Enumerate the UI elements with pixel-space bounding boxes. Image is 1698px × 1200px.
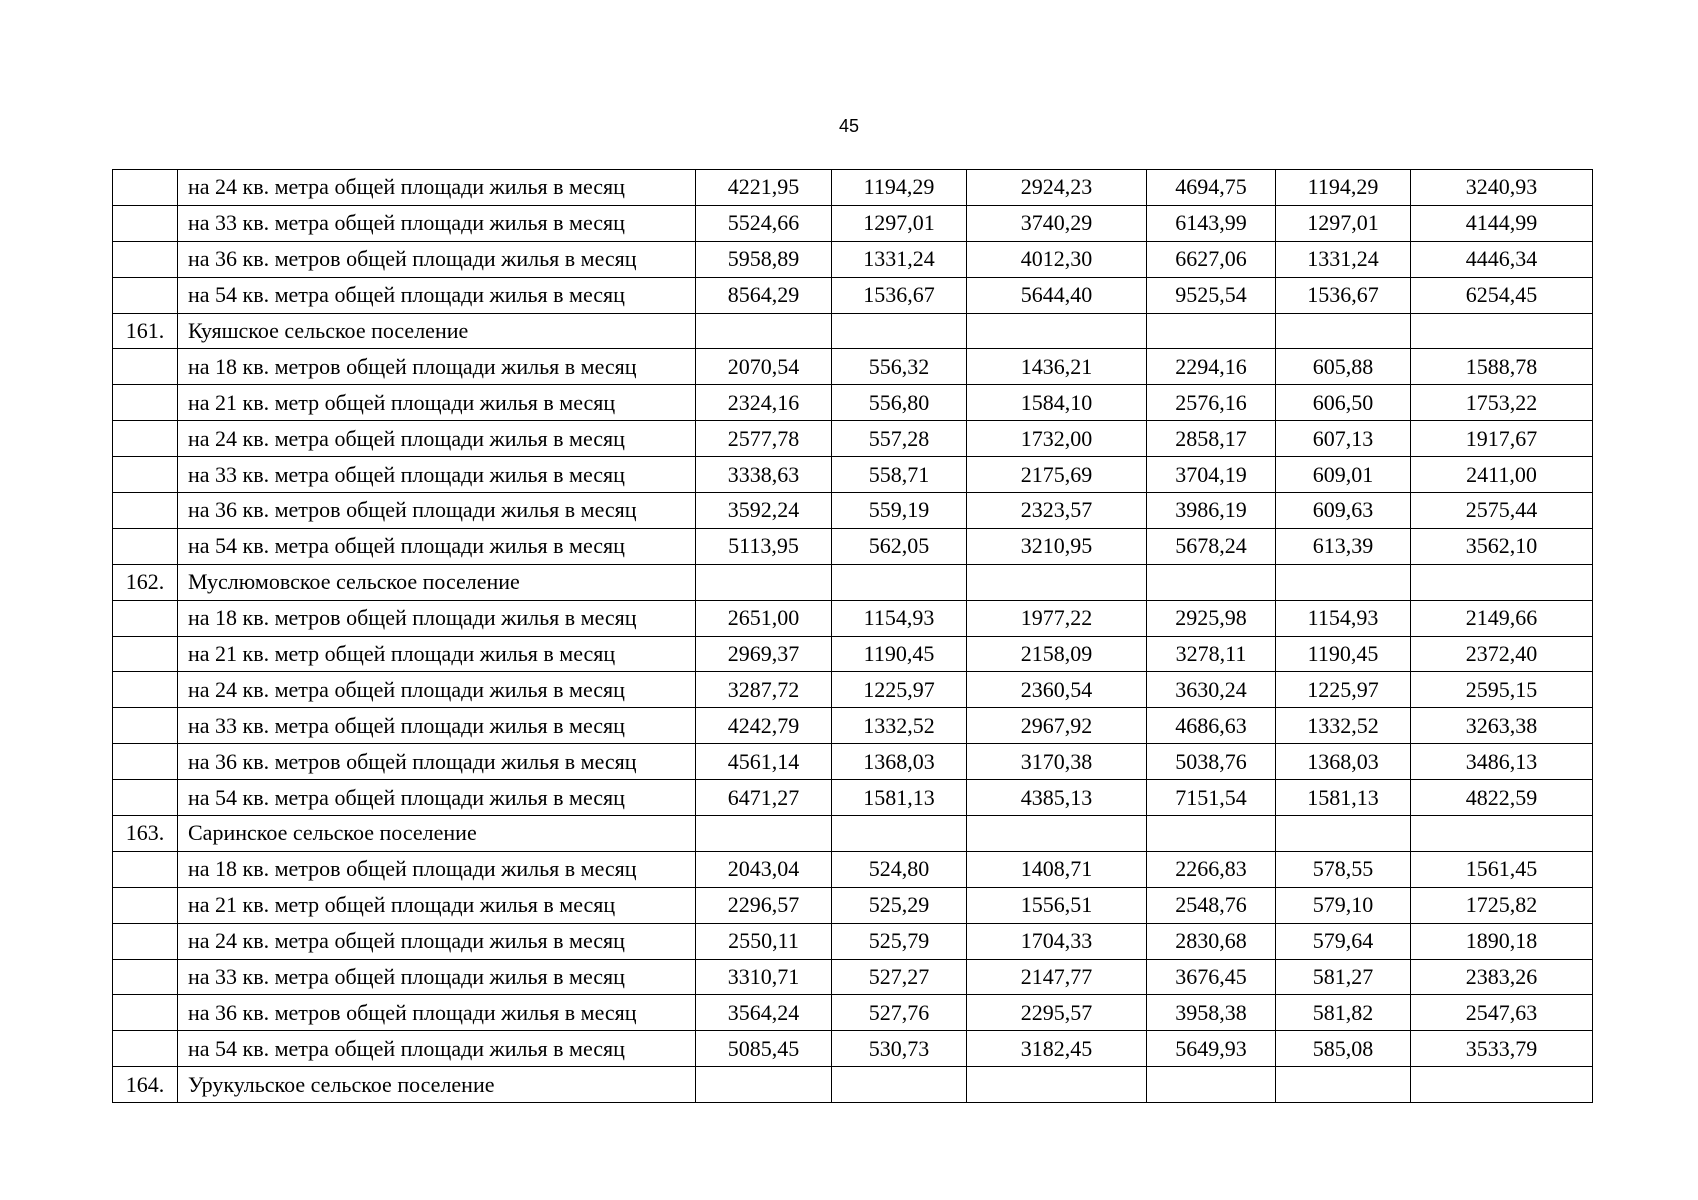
value-cell-col-4: 6143,99: [1147, 205, 1276, 241]
norm-description-cell: на 36 кв. метров общей площади жилья в месяц: [178, 493, 696, 529]
value-cell-col-3: 2967,92: [967, 708, 1147, 744]
value-cell-col-6: 3240,93: [1411, 170, 1593, 206]
value-cell-col-4: 9525,54: [1147, 277, 1276, 313]
value-cell-col-3: 5644,40: [967, 277, 1147, 313]
value-cell-col-4: 6627,06: [1147, 241, 1276, 277]
table-row: [113, 923, 1593, 959]
norm-description-cell: на 54 кв. метра общей площади жилья в месяц: [178, 1031, 696, 1067]
value-cell-col-4: [1147, 816, 1276, 852]
value-cell-col-2: [832, 1067, 967, 1103]
value-cell-col-1: 2043,04: [696, 851, 832, 887]
settlement-header-row: [113, 816, 1593, 852]
value-cell-col-2: 1225,97: [832, 672, 967, 708]
norm-description-cell: на 36 кв. метров общей площади жилья в месяц: [178, 744, 696, 780]
norm-description-cell: на 18 кв. метров общей площади жилья в месяц: [178, 349, 696, 385]
value-cell-col-5: 1190,45: [1276, 636, 1411, 672]
norm-description-cell: на 24 кв. метра общей площади жилья в месяц: [178, 170, 696, 206]
value-cell-col-6: 2383,26: [1411, 959, 1593, 995]
value-cell-col-1: [696, 313, 832, 349]
value-cell-col-5: 1331,24: [1276, 241, 1411, 277]
value-cell-col-2: 557,28: [832, 421, 967, 457]
value-cell-col-3: 2323,57: [967, 493, 1147, 529]
value-cell-col-1: 4561,14: [696, 744, 832, 780]
value-cell-col-1: 3310,71: [696, 959, 832, 995]
norm-description-cell: на 21 кв. метр общей площади жилья в месяц: [178, 636, 696, 672]
row-number-cell: [113, 241, 178, 277]
norm-description-cell: на 54 кв. метра общей площади жилья в месяц: [178, 277, 696, 313]
value-cell-col-1: 2577,78: [696, 421, 832, 457]
value-cell-col-2: 559,19: [832, 493, 967, 529]
value-cell-col-4: 4694,75: [1147, 170, 1276, 206]
value-cell-col-4: 7151,54: [1147, 780, 1276, 816]
value-cell-col-5: 1225,97: [1276, 672, 1411, 708]
value-cell-col-5: 585,08: [1276, 1031, 1411, 1067]
settlement-name-cell: Саринское сельское поселение: [178, 816, 696, 852]
value-cell-col-1: [696, 564, 832, 600]
row-number-cell: [113, 636, 178, 672]
row-number-cell: [113, 708, 178, 744]
norm-description-cell: на 21 кв. метр общей площади жилья в месяц: [178, 887, 696, 923]
value-cell-col-6: 2595,15: [1411, 672, 1593, 708]
value-cell-col-2: 562,05: [832, 528, 967, 564]
value-cell-col-3: [967, 313, 1147, 349]
value-cell-col-4: 4686,63: [1147, 708, 1276, 744]
value-cell-col-1: [696, 816, 832, 852]
row-number-cell: [113, 923, 178, 959]
settlement-header-row: [113, 564, 1593, 600]
value-cell-col-4: 3986,19: [1147, 493, 1276, 529]
value-cell-col-4: [1147, 1067, 1276, 1103]
settlement-name-cell: Муслюмовское сельское поселение: [178, 564, 696, 600]
row-number-cell: [113, 349, 178, 385]
table-row: [113, 887, 1593, 923]
value-cell-col-5: [1276, 313, 1411, 349]
value-cell-col-3: 3740,29: [967, 205, 1147, 241]
value-cell-col-1: 3592,24: [696, 493, 832, 529]
norm-description-cell: на 18 кв. метров общей площади жилья в месяц: [178, 600, 696, 636]
value-cell-col-5: 613,39: [1276, 528, 1411, 564]
value-cell-col-1: 2324,16: [696, 385, 832, 421]
table-row: [113, 959, 1593, 995]
table-row: [113, 780, 1593, 816]
value-cell-col-4: 3676,45: [1147, 959, 1276, 995]
value-cell-col-2: 1297,01: [832, 205, 967, 241]
value-cell-col-2: 525,79: [832, 923, 967, 959]
value-cell-col-1: 5524,66: [696, 205, 832, 241]
value-cell-col-3: 1977,22: [967, 600, 1147, 636]
value-cell-col-2: 524,80: [832, 851, 967, 887]
value-cell-col-4: 5038,76: [1147, 744, 1276, 780]
value-cell-col-1: 6471,27: [696, 780, 832, 816]
value-cell-col-2: 1536,67: [832, 277, 967, 313]
value-cell-col-5: 1297,01: [1276, 205, 1411, 241]
value-cell-col-5: 1581,13: [1276, 780, 1411, 816]
value-cell-col-6: [1411, 1067, 1593, 1103]
row-number-cell: [113, 385, 178, 421]
value-cell-col-3: 1704,33: [967, 923, 1147, 959]
value-cell-col-3: 3210,95: [967, 528, 1147, 564]
value-cell-col-5: 1194,29: [1276, 170, 1411, 206]
settlement-header-row: [113, 1067, 1593, 1103]
value-cell-col-1: 3287,72: [696, 672, 832, 708]
row-number-cell: [113, 170, 178, 206]
value-cell-col-6: 1561,45: [1411, 851, 1593, 887]
value-cell-col-3: 3170,38: [967, 744, 1147, 780]
value-cell-col-4: 5649,93: [1147, 1031, 1276, 1067]
row-number-cell: 164.: [113, 1067, 178, 1103]
value-cell-col-3: 1732,00: [967, 421, 1147, 457]
row-number-cell: 161.: [113, 313, 178, 349]
value-cell-col-3: 2360,54: [967, 672, 1147, 708]
value-cell-col-2: [832, 816, 967, 852]
value-cell-col-4: 2576,16: [1147, 385, 1276, 421]
value-cell-col-3: 2175,69: [967, 457, 1147, 493]
value-cell-col-3: 3182,45: [967, 1031, 1147, 1067]
value-cell-col-3: [967, 816, 1147, 852]
value-cell-col-6: 3562,10: [1411, 528, 1593, 564]
value-cell-col-4: 3278,11: [1147, 636, 1276, 672]
value-cell-col-3: 2924,23: [967, 170, 1147, 206]
value-cell-col-5: [1276, 816, 1411, 852]
norm-description-cell: на 24 кв. метра общей площади жилья в месяц: [178, 421, 696, 457]
table-row: [113, 636, 1593, 672]
row-number-cell: [113, 887, 178, 923]
value-cell-col-1: 3338,63: [696, 457, 832, 493]
value-cell-col-5: 581,27: [1276, 959, 1411, 995]
value-cell-col-5: 609,63: [1276, 493, 1411, 529]
value-cell-col-3: [967, 564, 1147, 600]
norm-description-cell: на 18 кв. метров общей площади жилья в месяц: [178, 851, 696, 887]
value-cell-col-2: 530,73: [832, 1031, 967, 1067]
value-cell-col-5: 609,01: [1276, 457, 1411, 493]
value-cell-col-5: [1276, 564, 1411, 600]
value-cell-col-6: 4446,34: [1411, 241, 1593, 277]
norm-description-cell: на 54 кв. метра общей площади жилья в месяц: [178, 780, 696, 816]
value-cell-col-1: 4242,79: [696, 708, 832, 744]
value-cell-col-3: 1584,10: [967, 385, 1147, 421]
value-cell-col-3: 1408,71: [967, 851, 1147, 887]
value-cell-col-2: 1190,45: [832, 636, 967, 672]
table-row: [113, 744, 1593, 780]
table-row: [113, 708, 1593, 744]
value-cell-col-4: 2266,83: [1147, 851, 1276, 887]
page-number: 45: [838, 116, 860, 136]
value-cell-col-4: 2830,68: [1147, 923, 1276, 959]
value-cell-col-6: 2411,00: [1411, 457, 1593, 493]
settlement-header-row: [113, 313, 1593, 349]
table-row: [113, 170, 1593, 206]
value-cell-col-6: 1917,67: [1411, 421, 1593, 457]
value-cell-col-5: 1332,52: [1276, 708, 1411, 744]
table-row: [113, 493, 1593, 529]
norm-description-cell: на 36 кв. метров общей площади жилья в месяц: [178, 241, 696, 277]
value-cell-col-2: 1194,29: [832, 170, 967, 206]
norm-description-cell: на 21 кв. метр общей площади жилья в месяц: [178, 385, 696, 421]
norm-description-cell: на 33 кв. метра общей площади жилья в месяц: [178, 457, 696, 493]
value-cell-col-2: 525,29: [832, 887, 967, 923]
value-cell-col-3: [967, 1067, 1147, 1103]
settlement-name-cell: Куяшское сельское поселение: [178, 313, 696, 349]
value-cell-col-6: 2547,63: [1411, 995, 1593, 1031]
value-cell-col-5: 578,55: [1276, 851, 1411, 887]
value-cell-col-2: 558,71: [832, 457, 967, 493]
row-number-cell: [113, 995, 178, 1031]
value-cell-col-6: 2149,66: [1411, 600, 1593, 636]
value-cell-col-4: [1147, 313, 1276, 349]
row-number-cell: [113, 528, 178, 564]
value-cell-col-4: 2858,17: [1147, 421, 1276, 457]
value-cell-col-1: 5958,89: [696, 241, 832, 277]
table-body: [113, 170, 1593, 1103]
value-cell-col-1: 2550,11: [696, 923, 832, 959]
value-cell-col-5: 605,88: [1276, 349, 1411, 385]
value-cell-col-1: 5113,95: [696, 528, 832, 564]
value-cell-col-4: 2294,16: [1147, 349, 1276, 385]
row-number-cell: [113, 780, 178, 816]
value-cell-col-3: 1556,51: [967, 887, 1147, 923]
value-cell-col-3: 4012,30: [967, 241, 1147, 277]
table-row: [113, 528, 1593, 564]
tariff-table: [112, 169, 1593, 1103]
norm-description-cell: на 33 кв. метра общей площади жилья в месяц: [178, 959, 696, 995]
value-cell-col-2: 1368,03: [832, 744, 967, 780]
table-row: [113, 385, 1593, 421]
value-cell-col-2: 1332,52: [832, 708, 967, 744]
value-cell-col-5: 579,64: [1276, 923, 1411, 959]
value-cell-col-5: 581,82: [1276, 995, 1411, 1031]
value-cell-col-1: 2969,37: [696, 636, 832, 672]
value-cell-col-5: 579,10: [1276, 887, 1411, 923]
row-number-cell: [113, 457, 178, 493]
value-cell-col-6: 4822,59: [1411, 780, 1593, 816]
value-cell-col-2: [832, 313, 967, 349]
value-cell-col-3: 2295,57: [967, 995, 1147, 1031]
table-row: [113, 851, 1593, 887]
table-row: [113, 995, 1593, 1031]
value-cell-col-4: [1147, 564, 1276, 600]
row-number-cell: [113, 493, 178, 529]
norm-description-cell: на 33 кв. метра общей площади жилья в месяц: [178, 205, 696, 241]
row-number-cell: [113, 277, 178, 313]
row-number-cell: [113, 672, 178, 708]
value-cell-col-5: 607,13: [1276, 421, 1411, 457]
value-cell-col-6: [1411, 816, 1593, 852]
row-number-cell: [113, 744, 178, 780]
value-cell-col-1: 2651,00: [696, 600, 832, 636]
value-cell-col-4: 3630,24: [1147, 672, 1276, 708]
value-cell-col-2: 1331,24: [832, 241, 967, 277]
table-row: [113, 672, 1593, 708]
value-cell-col-6: 1753,22: [1411, 385, 1593, 421]
value-cell-col-2: 527,76: [832, 995, 967, 1031]
value-cell-col-6: 6254,45: [1411, 277, 1593, 313]
table-row: [113, 241, 1593, 277]
norm-description-cell: на 24 кв. метра общей площади жилья в месяц: [178, 923, 696, 959]
table-row: [113, 600, 1593, 636]
value-cell-col-4: 5678,24: [1147, 528, 1276, 564]
row-number-cell: 163.: [113, 816, 178, 852]
settlement-name-cell: Урукульское сельское поселение: [178, 1067, 696, 1103]
value-cell-col-4: 3958,38: [1147, 995, 1276, 1031]
value-cell-col-3: 2158,09: [967, 636, 1147, 672]
table-row: [113, 1031, 1593, 1067]
value-cell-col-6: 3533,79: [1411, 1031, 1593, 1067]
value-cell-col-6: 1588,78: [1411, 349, 1593, 385]
value-cell-col-5: 606,50: [1276, 385, 1411, 421]
value-cell-col-6: 3263,38: [1411, 708, 1593, 744]
value-cell-col-6: 2575,44: [1411, 493, 1593, 529]
value-cell-col-5: 1154,93: [1276, 600, 1411, 636]
value-cell-col-1: 4221,95: [696, 170, 832, 206]
value-cell-col-4: 2925,98: [1147, 600, 1276, 636]
table-row: [113, 421, 1593, 457]
value-cell-col-3: 1436,21: [967, 349, 1147, 385]
value-cell-col-2: [832, 564, 967, 600]
value-cell-col-2: 556,32: [832, 349, 967, 385]
value-cell-col-4: 2548,76: [1147, 887, 1276, 923]
value-cell-col-3: 4385,13: [967, 780, 1147, 816]
table-row: [113, 277, 1593, 313]
value-cell-col-2: 527,27: [832, 959, 967, 995]
value-cell-col-1: 5085,45: [696, 1031, 832, 1067]
value-cell-col-4: 3704,19: [1147, 457, 1276, 493]
value-cell-col-3: 2147,77: [967, 959, 1147, 995]
value-cell-col-1: 2296,57: [696, 887, 832, 923]
norm-description-cell: на 33 кв. метра общей площади жилья в месяц: [178, 708, 696, 744]
value-cell-col-2: 556,80: [832, 385, 967, 421]
value-cell-col-6: [1411, 313, 1593, 349]
value-cell-col-5: 1536,67: [1276, 277, 1411, 313]
value-cell-col-6: [1411, 564, 1593, 600]
row-number-cell: [113, 959, 178, 995]
row-number-cell: [113, 205, 178, 241]
value-cell-col-2: 1581,13: [832, 780, 967, 816]
value-cell-col-1: [696, 1067, 832, 1103]
value-cell-col-1: 2070,54: [696, 349, 832, 385]
norm-description-cell: на 24 кв. метра общей площади жилья в месяц: [178, 672, 696, 708]
value-cell-col-1: 3564,24: [696, 995, 832, 1031]
row-number-cell: [113, 1031, 178, 1067]
value-cell-col-2: 1154,93: [832, 600, 967, 636]
value-cell-col-6: 1725,82: [1411, 887, 1593, 923]
row-number-cell: 162.: [113, 564, 178, 600]
row-number-cell: [113, 600, 178, 636]
table-row: [113, 349, 1593, 385]
value-cell-col-1: 8564,29: [696, 277, 832, 313]
value-cell-col-6: 4144,99: [1411, 205, 1593, 241]
norm-description-cell: на 36 кв. метров общей площади жилья в месяц: [178, 995, 696, 1031]
value-cell-col-6: 1890,18: [1411, 923, 1593, 959]
value-cell-col-5: [1276, 1067, 1411, 1103]
value-cell-col-5: 1368,03: [1276, 744, 1411, 780]
norm-description-cell: на 54 кв. метра общей площади жилья в месяц: [178, 528, 696, 564]
value-cell-col-6: 3486,13: [1411, 744, 1593, 780]
value-cell-col-6: 2372,40: [1411, 636, 1593, 672]
table-row: [113, 205, 1593, 241]
table-row: [113, 457, 1593, 493]
row-number-cell: [113, 851, 178, 887]
row-number-cell: [113, 421, 178, 457]
